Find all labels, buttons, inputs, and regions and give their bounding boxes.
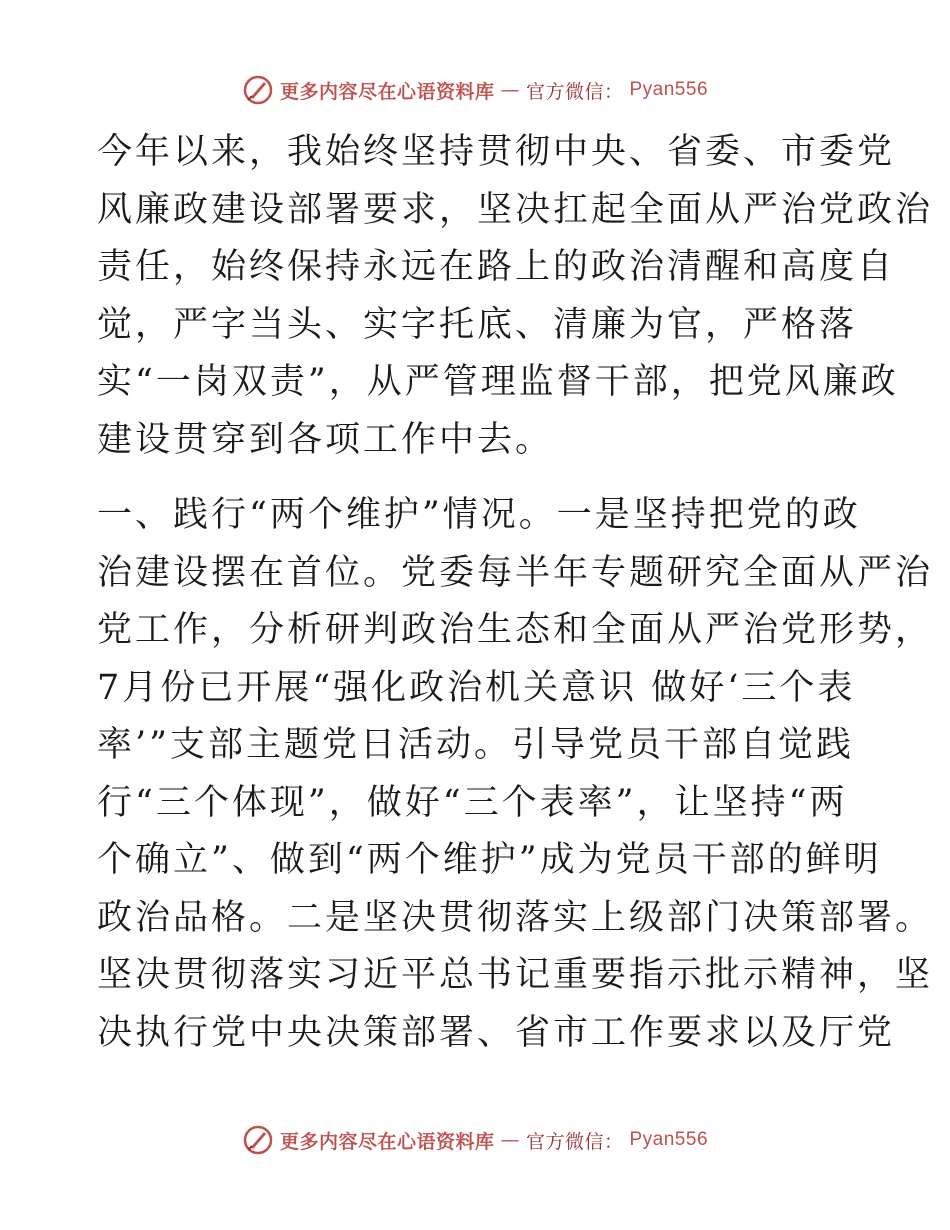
- text-line: 一、践行“两个维护”情况。一是坚持把党的政: [97, 495, 861, 535]
- paragraph-intro: [97, 124, 934, 469]
- text-line: 政治品格。二是坚决贯彻落实上级部门决策部署。: [97, 897, 934, 938]
- watermark-label: 官方微信：: [525, 80, 624, 103]
- header-watermark: [0, 70, 950, 110]
- text-line: 坚决贯彻落实习近平总书记重要指示批示精神，坚: [97, 955, 934, 995]
- text-line: 党工作，分析研判政治生态和全面从严治党形势，: [97, 610, 934, 650]
- text-line: 今年以来，我始终坚持贯彻中央、省委、市委党: [97, 132, 896, 172]
- text-line: 责任，始终保持永远在路上的政治清醒和高度自: [97, 247, 896, 287]
- quill-logo-icon: [242, 1124, 274, 1156]
- text-line: 建设贯穿到各项工作中去。: [97, 419, 554, 460]
- text-line: 治建设摆在首位。党委每半年专题研究全面从严治: [97, 552, 934, 593]
- paragraph-section-one: [97, 487, 934, 1062]
- watermark-separator: —: [500, 1129, 520, 1151]
- text-line: 7月份已开展“强化政治机关意识 做好‘三个表: [97, 667, 856, 708]
- watermark-separator: —: [500, 79, 520, 101]
- watermark-label: 官方微信：: [525, 1130, 624, 1153]
- watermark-main-text: 更多内容尽在心语资料库: [279, 1130, 495, 1153]
- text-line: 实“一岗双责”，从严管理监督干部，把党风廉政: [97, 362, 899, 402]
- watermark-id: Pyan556: [629, 79, 709, 100]
- text-line: 行“三个体现”，做好“三个表率”，让坚持“两: [97, 782, 848, 823]
- text-line: 决执行党中央决策部署、省市工作要求以及厅党: [97, 1012, 896, 1053]
- text-line: 觉，严字当头、实字托底、清廉为官，严格落: [97, 304, 858, 345]
- text-line: 个确立”、做到“两个维护”成为党员干部的鲜明: [97, 840, 882, 880]
- footer-watermark: [0, 1120, 950, 1160]
- text-line: 率’”支部主题党日活动。引导党员干部自觉践: [97, 725, 855, 765]
- text-line: 风廉政建设部署要求，坚决扛起全面从严治党政治: [97, 189, 934, 230]
- watermark-main-text: 更多内容尽在心语资料库: [279, 80, 495, 103]
- document-body: [97, 124, 934, 1062]
- quill-logo-icon: [242, 74, 274, 106]
- paragraph-gap: [97, 469, 853, 487]
- watermark-id: Pyan556: [629, 1129, 709, 1150]
